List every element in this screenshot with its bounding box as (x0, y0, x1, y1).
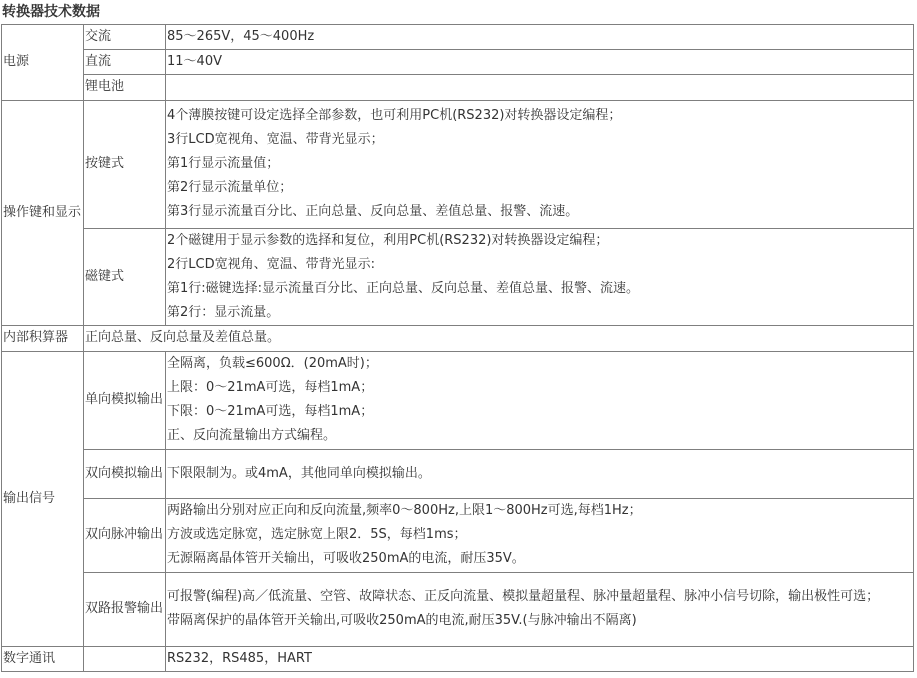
dual-alarm-line: 带隔离保护的晶体管开关输出,可吸收250mA的电流,耐压35V.(与脉冲输出不隔离) (167, 613, 637, 629)
button-type-line: 第3行显示流量百分比、正向总量、反向总量、差值总量、报警、流速。 (167, 204, 579, 220)
comm-value: RS232，RS485，HART (166, 646, 914, 671)
table-row (2, 572, 914, 646)
magnetic-type-content (166, 228, 914, 326)
table-row (2, 25, 914, 50)
single-analog-line: 全隔离，负载≤600Ω．(20mA时)； (167, 355, 378, 371)
table-row (2, 646, 914, 671)
single-analog-line: 正、反向流量输出方式编程。 (167, 428, 337, 444)
output-label: 输出信号 (2, 351, 84, 646)
table-row (2, 228, 914, 326)
table-row (2, 449, 914, 498)
button-type-line: 4个薄膜按键可设定选择全部参数，也可利用PC机(RS232)对转换器设定编程； (167, 107, 622, 123)
battery-value (166, 75, 914, 100)
operation-label: 操作键和显示 (2, 100, 84, 326)
magnetic-type-line: 2行LCD宽视角、宽温、带背光显示: (167, 256, 375, 272)
single-analog-content (166, 351, 914, 449)
table-row (2, 75, 914, 100)
button-type-line: 3行LCD宽视角、宽温、带背光显示； (167, 131, 384, 147)
dual-alarm-content (166, 572, 914, 646)
dc-label: 直流 (84, 50, 166, 75)
dual-pulse-label: 双向脉冲输出 (84, 498, 166, 572)
ac-label: 交流 (84, 25, 166, 50)
magnetic-type-line: 第2行：显示流量。 (167, 305, 280, 321)
button-type-line: 第1行显示流量值； (167, 156, 280, 171)
dual-pulse-content (166, 498, 914, 572)
single-analog-line: 上限：0～21mA可选，每档1mA； (167, 379, 374, 395)
battery-label: 锂电池 (84, 75, 166, 100)
table-row (2, 50, 914, 75)
dual-analog-line: 下限限制为。或4mA，其他同单向模拟输出。 (167, 465, 431, 481)
single-analog-label: 单向模拟输出 (84, 351, 166, 449)
table-row (2, 326, 914, 351)
table-row (2, 100, 914, 228)
button-type-content (166, 100, 914, 228)
single-analog-line: 下限：0～21mA可选，每档1mA； (167, 404, 374, 420)
page-title: 转换器技术数据 (2, 4, 100, 20)
button-type-line: 第2行显示流量单位； (167, 180, 293, 196)
magnetic-type-line: 2个磁键用于显示参数的选择和复位，利用PC机(RS232)对转换器设定编程； (167, 232, 609, 248)
ac-value: 85～265V，45～400Hz (166, 25, 914, 50)
dual-pulse-line: 方波或选定脉宽，选定脉宽上限2．5S，每档1ms； (167, 527, 467, 543)
dual-analog-label: 双向模拟输出 (84, 449, 166, 498)
button-type-label: 按键式 (84, 100, 166, 228)
table-row (2, 351, 914, 449)
totalizer-value: 正向总量、反向总量及差值总量。 (84, 326, 914, 351)
comm-empty-cell (84, 646, 166, 671)
power-label: 电源 (2, 25, 84, 101)
dual-alarm-line: 可报警(编程)高／低流量、空管、故障状态、正反向流量、模拟量超量程、脉冲量超量程、脉冲小信号切除，输出极性可选； (167, 588, 880, 604)
comm-label: 数字通讯 (2, 646, 84, 671)
dual-alarm-label: 双路报警输出 (84, 572, 166, 646)
dc-value: 11～40V (166, 50, 914, 75)
magnetic-type-line: 第1行:磁键选择:显示流量百分比、正向总量、反向总量、差值总量、报警、流速。 (167, 281, 640, 297)
dual-pulse-line: 无源隔离晶体管开关输出，可吸收250mA的电流，耐压35V。 (167, 551, 525, 567)
magnetic-type-label: 磁键式 (84, 228, 166, 326)
spec-table (1, 24, 914, 672)
dual-pulse-line: 两路输出分别对应正向和反向流量,频率0～800Hz,上限1～800Hz可选,每档1Hz； (167, 502, 642, 518)
table-row (2, 498, 914, 572)
dual-analog-content (166, 449, 914, 498)
totalizer-label: 内部积算器 (2, 326, 84, 351)
